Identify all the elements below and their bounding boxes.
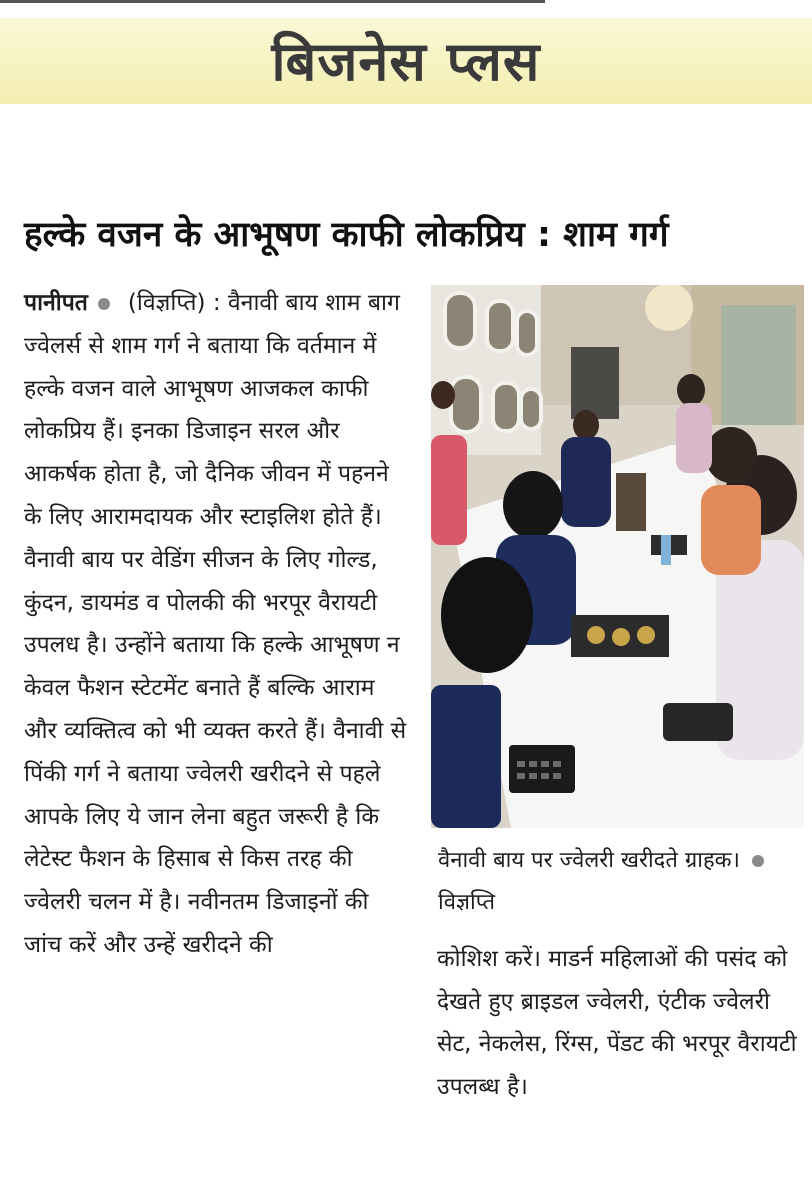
article-headline: हल्के वजन के आभूषण काफी लोकप्रिय : शाम गर्ग bbox=[24, 215, 669, 255]
bullet-dot-icon bbox=[98, 298, 110, 310]
bullet-dot-icon bbox=[752, 855, 764, 867]
dateline-city: पानीपत bbox=[24, 290, 88, 316]
body-text-left: वैनावी बाय शाम बाग ज्वेलर्स से शाम गर्ग ने बताया कि वर्तमान में हल्के वजन वाले आभूषण आजकल काफी लोकप्रिय हैं। इनका डिजाइन सरल और आकर्षक होता है, जो दैनिक जीवन में पहनने के लिए आरामदायक और स्टाइलिश होते हैं। वैनावी बाय पर वेडिंग सीजन के लिए गोल्ड, कुंदन, डायमंड व पोलकी की भरपूर वैरायटी उपलध है। उन्होंने बताया कि हल्के आभूषण न केवल फैशन स्टेटमेंट बनाते हैं बल्कि आराम और व्यक्तित्व को भी व्यक्त करते हैं। वैनावी से पिंकी गर्ग ने बताया ज्वेलरी खरीदने से पहले आपके लिए ये जान लेना बहुत जरूरी है कि लेटेस्ट फैशन के हिसाब से किस तरह की ज्वेलरी चलन में है। नवीनतम डिजाइनों की जांच करें और उन्हें खरीदने की bbox=[24, 290, 407, 958]
photo-credit: विज्ञप्ति bbox=[438, 890, 496, 915]
photo-caption: वैनावी बाय पर ज्वेलरी खरीदते ग्राहक। bbox=[438, 848, 740, 873]
photo-caption-block bbox=[438, 840, 804, 924]
section-title: बिजनेस प्लस bbox=[271, 30, 541, 93]
dateline-source: (विज्ञप्ति) : bbox=[127, 290, 221, 316]
article-photo bbox=[431, 285, 804, 828]
top-rule bbox=[0, 0, 545, 3]
body-text-right: कोशिश करें। माडर्न महिलाओं की पसंद को देखते हुए ब्राइडल ज्वेलरी, एंटीक ज्वेलरी सेट, नेकलेस, रिंग्स, पेंडट की भरपूर वैरायटी उपलब्ध है। bbox=[437, 946, 797, 1100]
article-body-right-column bbox=[437, 938, 809, 1108]
article-body-left-column bbox=[24, 282, 410, 967]
